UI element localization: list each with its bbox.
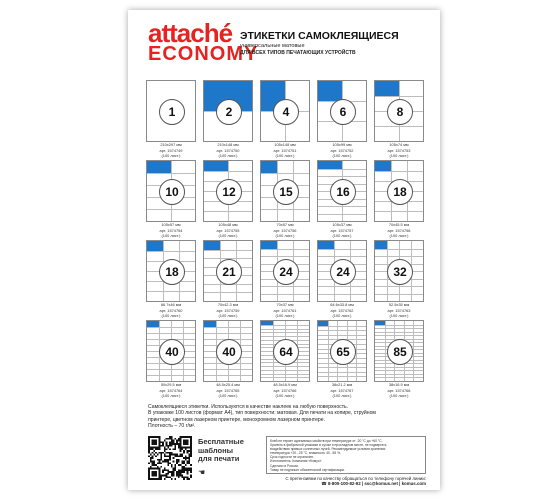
label-size: 38x16.9 мм [388,382,410,387]
label-row-divider [375,211,423,212]
label-row-divider [318,367,366,368]
pointer-icon: ☚ [198,468,206,477]
brand-name: attaché [148,18,233,48]
label-product-15 [260,160,310,239]
label-product-21 [203,240,253,319]
label-sheet-preview [146,160,196,222]
notice-line: Срок годности не ограничен. [270,455,315,460]
qr-code-icon[interactable] [148,436,192,480]
product-sheet [128,10,440,490]
label-row-divider [261,209,309,210]
label-pack: (100 лист.) [275,393,295,399]
label-sheet-preview [260,240,310,302]
label-count-badge: 15 [273,179,299,205]
label-size: 105x57 мм [161,222,181,227]
label-product-2 [203,80,253,159]
label-size: 70x45.5 мм [388,222,410,227]
page-title: ЭТИКЕТКИ САМОКЛЕЯЩИЕСЯ [240,30,399,42]
label-row-divider [375,328,423,329]
label-count-badge: 40 [159,339,185,365]
free-templates-line: Бесплатные [198,437,244,446]
label-pack: (100 лист.) [218,313,238,319]
label-size: 64.6x33.8 мм [330,302,354,307]
label-pack: (100 лист.) [275,233,295,239]
label-pack: (100 лист.) [275,153,295,159]
label-sheet-preview [317,320,367,382]
label-art: арт. 1574760 [159,307,183,313]
label-size: 70x42.3 мм [217,302,239,307]
label-size: 105x148 мм [274,142,296,147]
label-row-divider [375,332,423,333]
first-label-highlight [375,161,391,171]
label-art: арт. 1574759 [216,307,240,313]
label-row-divider [375,377,423,378]
label-row-divider [318,294,366,295]
label-size: 105x74 мм [389,142,409,147]
label-sheet-preview [203,240,253,302]
label-product-8 [374,80,424,159]
label-product-12 [203,160,253,239]
free-templates-line: шаблоны [198,445,234,455]
brand-subline: ECONOMY [148,43,259,65]
label-sheet-preview [374,160,424,222]
label-row-divider [375,367,423,368]
contact-phone [266,481,426,486]
label-column-divider [385,321,386,381]
label-sheet-preview [203,80,253,142]
label-count-badge: 6 [330,99,356,125]
page-subtitle: универсальные матовые [240,43,305,49]
first-label-highlight [261,241,277,249]
first-label-highlight [261,161,277,173]
label-sheet-preview [374,240,424,302]
storage-notice [266,436,426,474]
description-line: Самоклеящиеся этикетки. Используются в качестве наклеек на любую поверхность. [148,404,349,410]
first-label-highlight [318,81,342,101]
first-label-highlight [204,241,220,250]
product-description [148,404,428,430]
label-art: арт. 1574756 [273,227,297,233]
label-pack: (100 лист.) [218,393,238,399]
label-row-divider [204,250,252,251]
label-row-divider [375,374,423,375]
first-label-highlight [318,241,334,249]
notice-line: Клей не теряет адгезивных свойств при температуре от -20 °С до +60 °С. [270,439,383,443]
label-pack: (100 лист.) [161,153,181,159]
label-size: 105x99 мм [332,142,352,147]
label-row-divider [147,251,195,252]
label-sheet-preview [374,80,424,142]
label-sheet-preview [146,80,196,142]
label-row-divider [261,249,309,250]
title-block [240,30,430,56]
label-product-65 [317,320,367,399]
label-product-32 [374,240,424,319]
label-pack: (100 лист.) [332,313,352,319]
label-sheet-preview [146,240,196,302]
label-count-badge: 32 [387,259,413,285]
label-row-divider [318,335,366,336]
contact-info [266,476,426,487]
label-size: 70x57 мм [276,222,294,227]
label-product-40 [146,320,196,399]
label-size: 50x29.5 мм [160,382,182,387]
label-size: 105x48 мм [218,222,238,227]
notice-line: Хранить в фабричной упаковке в сухом и прохладном месте, не подвергать [270,443,387,448]
label-product-24 [317,240,367,319]
notice-line: Товар не подлежит обязательной сертификации. [270,467,346,472]
label-count-badge: 24 [330,259,356,285]
label-pack: (100 лист.) [332,233,352,239]
phone-icon: ☎ [321,481,328,487]
label-row-divider [318,286,366,287]
notice-line: Сделано в России. [270,463,299,468]
label-art: арт. 1574766 [273,387,297,393]
label-size: 210x297 мм [160,142,182,147]
label-row-divider [375,325,423,326]
label-art: арт. 1574767 [330,387,354,393]
label-pack: (100 лист.) [161,313,181,319]
label-sheet-preview [317,80,367,142]
label-art: арт. 1574762 [330,307,354,313]
notice-line: воздействию прямых солнечных лучей. Рекомендуемые условия хранения: [270,447,386,452]
label-pack: (100 лист.) [389,393,409,399]
label-product-6 [317,80,367,159]
label-product-18 [146,240,196,319]
label-sheet-preview [203,160,253,222]
label-size: 70x37 мм [276,302,294,307]
label-count-badge: 65 [330,339,356,365]
label-count-badge: 24 [273,259,299,285]
label-art: арт. 1574758 [387,227,411,233]
label-pack: (100 лист.) [218,153,238,159]
label-sheet-preview [260,160,310,222]
label-row-divider [318,372,366,373]
label-column-divider [328,321,329,381]
label-row-divider [261,294,309,295]
label-sheet-preview [146,320,196,382]
label-pack: (100 лист.) [389,233,409,239]
label-count-badge: 8 [387,99,413,125]
label-product-64 [260,320,310,399]
label-product-24 [260,240,310,319]
label-size: 48.5x25.4 мм [216,382,240,387]
label-pack: (100 лист.) [161,393,181,399]
label-sheet-preview [260,320,310,382]
label-sheet-preview [260,80,310,142]
label-column-divider [356,321,357,381]
label-count-badge: 10 [159,179,185,205]
label-size: 48.5x16.9 мм [273,382,297,387]
label-count-badge: 4 [273,99,299,125]
label-row-divider [318,330,366,331]
label-pack: (100 лист.) [389,313,409,319]
label-sheet-preview [317,160,367,222]
label-sheet-preview [317,240,367,302]
label-pack: (100 лист.) [275,313,295,319]
label-size: 66.7x46 мм [160,302,182,307]
description-line: Плотность – 70 г/м². [148,423,196,430]
notice-line: температура +20...25 °С, влажность 40...55 %. [270,451,341,456]
page-subtitle-devices: ДЛЯ ВСЕХ ТИПОВ ПЕЧАТАЮЩИХ УСТРОЙСТВ [240,50,356,56]
label-pack: (100 лист.) [389,153,409,159]
label-row-divider [375,335,423,336]
free-templates-line: для печати [198,454,240,463]
label-row-divider [261,256,309,257]
label-pack: (100 лист.) [332,393,352,399]
first-label-highlight [147,241,163,251]
label-count-badge: 1 [159,99,185,125]
label-size: 52.5x35 мм [388,302,410,307]
label-size: 105x37 мм [332,222,352,227]
label-count-badge: 18 [159,259,185,285]
first-label-highlight [375,81,399,96]
first-label-highlight [318,161,342,169]
contact-phone-text: 8-800-100-82-92 | ssc@komus.net | komus.com [327,481,426,487]
label-count-badge: 16 [330,179,356,205]
label-product-4 [260,80,310,159]
label-art: арт. 1574763 [387,307,411,313]
label-count-badge: 40 [216,339,242,365]
label-column-divider [413,321,414,381]
label-row-divider [261,286,309,287]
label-art: арт. 1574751 [273,147,297,153]
label-row-divider [318,326,366,327]
label-art: арт. 1574764 [159,387,183,393]
label-count-badge: 2 [216,99,242,125]
label-product-1 [146,80,196,159]
label-art: арт. 1574750 [216,147,240,153]
label-count-badge: 64 [273,339,299,365]
label-sheet-preview [203,320,253,382]
label-count-badge: 18 [387,179,413,205]
label-pack: (100 лист.) [161,233,181,239]
label-product-85 [374,320,424,399]
label-count-badge: 12 [216,179,242,205]
label-art: арт. 1574768 [387,387,411,393]
description-line: принтере, цветном лазерном принтере, монохромном лазерном принтере. [148,416,325,423]
label-product-18 [374,160,424,239]
first-label-highlight [147,161,171,173]
label-row-divider [261,173,309,174]
label-row-divider [375,370,423,371]
label-size: 38x21.2 мм [331,382,353,387]
label-art: арт. 1574757 [330,227,354,233]
label-pack: (100 лист.) [218,233,238,239]
label-row-divider [318,376,366,377]
label-row-divider [147,291,195,292]
free-templates-text [198,438,258,464]
label-product-16 [317,160,367,239]
contact-line: С претензиями по качеству обращаться по телефону горячей линии: [285,476,426,481]
label-row-divider [204,292,252,293]
label-art: арт. 1574755 [216,227,240,233]
label-art: арт. 1574753 [387,147,411,153]
label-product-40 [203,320,253,399]
description-line: В упаковке 100 листов (формат А4), тип поверхности: матовая. Для печати на копире, струйном [148,410,376,417]
label-art: арт. 1574749 [159,147,183,153]
label-art: арт. 1574761 [273,307,297,313]
label-count-badge: 21 [216,259,242,285]
first-label-highlight [204,161,228,171]
label-size: 210x148 мм [217,142,239,147]
label-pack: (100 лист.) [332,153,352,159]
label-count-badge: 85 [387,339,413,365]
label-sheet-preview [374,320,424,382]
label-row-divider [318,249,366,250]
label-art: арт. 1574754 [159,227,183,233]
label-art: арт. 1574765 [216,387,240,393]
label-row-divider [375,171,423,172]
notice-line: Изготовитель: Компания «Комус». [270,459,323,464]
label-art: арт. 1574752 [330,147,354,153]
first-label-highlight [375,241,387,249]
label-product-10 [146,160,196,239]
label-row-divider [318,256,366,257]
